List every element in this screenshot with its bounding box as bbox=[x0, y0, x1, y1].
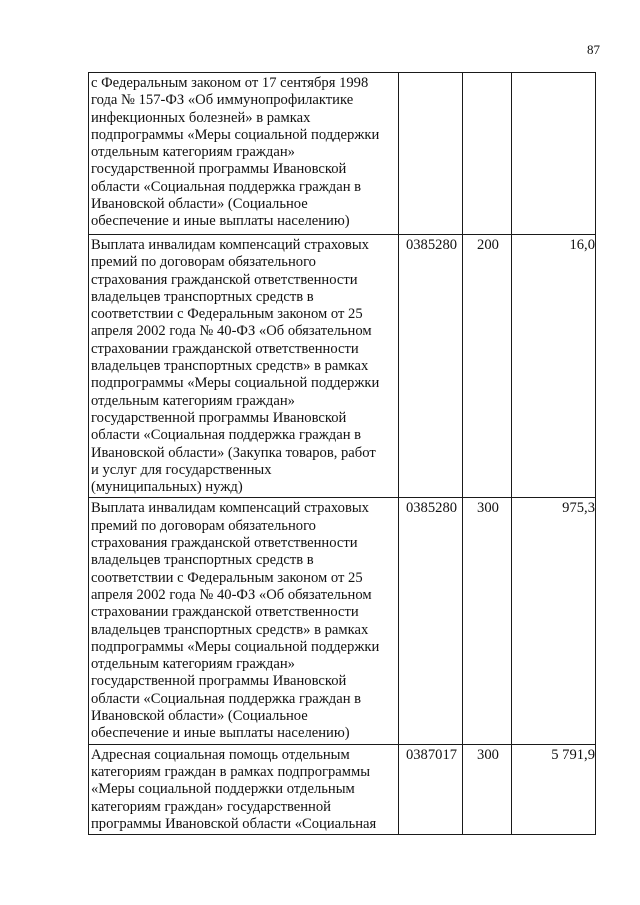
description-line: отдельным категориям граждан» bbox=[91, 144, 295, 161]
description-line: «Меры социальной поддержки отдельным bbox=[91, 781, 355, 798]
description-line: подпрограммы «Меры социальной поддержки bbox=[91, 638, 380, 655]
description-line: страховании гражданской ответственности bbox=[91, 340, 359, 357]
amount-cell bbox=[512, 73, 596, 235]
row-description bbox=[89, 73, 399, 235]
amount-cell: 5 791,9 bbox=[512, 744, 596, 834]
description-line: года № 157-ФЗ «Об иммунопрофилактике bbox=[91, 92, 354, 109]
description-line: программы Ивановской области «Социальная bbox=[91, 815, 377, 832]
description-line: государственной программы Ивановской bbox=[91, 161, 347, 178]
row-description bbox=[89, 744, 399, 834]
description-line: владельцев транспортных средств в bbox=[91, 288, 314, 305]
description-line: категориям граждан в рамках подпрограммы bbox=[91, 763, 371, 780]
table-row bbox=[89, 498, 596, 744]
description-line: отдельным категориям граждан» bbox=[91, 656, 295, 673]
description-line: государственной программы Ивановской bbox=[91, 673, 347, 690]
description-line: апреля 2002 года № 40-ФЗ «Об обязательном bbox=[91, 323, 372, 340]
target-article-code bbox=[399, 73, 463, 235]
description-line: страхования гражданской ответственности bbox=[91, 271, 358, 288]
expense-type-code: 200 bbox=[463, 235, 512, 498]
row-description bbox=[89, 498, 399, 744]
description-line: (муниципальных) нужд) bbox=[91, 479, 243, 496]
description-line: области «Социальная поддержка граждан в bbox=[91, 427, 362, 444]
description-line: Выплата инвалидам компенсаций страховых bbox=[91, 237, 369, 253]
description-line: подпрограммы «Меры социальной поддержки bbox=[91, 126, 380, 143]
description-line: Ивановской области» (Социальное bbox=[91, 708, 308, 725]
description-line: и услуг для государственных bbox=[91, 461, 272, 478]
table-row bbox=[89, 235, 596, 498]
description-line: области «Социальная поддержка граждан в bbox=[91, 178, 362, 195]
description-line: подпрограммы «Меры социальной поддержки bbox=[91, 375, 380, 392]
table-row bbox=[89, 744, 596, 834]
amount-cell: 975,3 bbox=[512, 498, 596, 744]
expense-type-code: 300 bbox=[463, 744, 512, 834]
description-line: области «Социальная поддержка граждан в bbox=[91, 690, 362, 707]
description-line: Адресная социальная помощь отдельным bbox=[91, 746, 350, 763]
description-line: обеспечение и иные выплаты населению) bbox=[91, 725, 350, 742]
description-line: Ивановской области» (Закупка товаров, работ bbox=[91, 444, 376, 461]
description-line: апреля 2002 года № 40-ФЗ «Об обязательном bbox=[91, 586, 372, 603]
target-article-code: 0385280 bbox=[399, 235, 463, 498]
description-line: премий по договорам обязательного bbox=[91, 517, 316, 534]
description-line: инфекционных болезней» в рамках bbox=[91, 109, 311, 126]
description-line: категориям граждан» государственной bbox=[91, 798, 331, 815]
description-line: владельцев транспортных средств» в рамках bbox=[91, 621, 369, 638]
description-line: Ивановской области» (Социальное bbox=[91, 196, 308, 213]
expense-type-code bbox=[463, 73, 512, 235]
description-line: премий по договорам обязательного bbox=[91, 254, 316, 271]
description-line: владельцев транспортных средств в bbox=[91, 552, 314, 569]
row-description bbox=[89, 235, 399, 498]
description-line: страхования гражданской ответственности bbox=[91, 535, 358, 552]
target-article-code: 0387017 bbox=[399, 744, 463, 834]
description-line: отдельным категориям граждан» bbox=[91, 392, 295, 409]
description-line: соответствии с Федеральным законом от 25 bbox=[91, 569, 363, 586]
description-line: Выплата инвалидам компенсаций страховых bbox=[91, 500, 369, 517]
description-line: государственной программы Ивановской bbox=[91, 409, 347, 426]
description-line: с Федеральным законом от 17 сентября 1998 bbox=[91, 75, 369, 91]
description-line: обеспечение и иные выплаты населению) bbox=[91, 213, 350, 230]
description-line: владельцев транспортных средств» в рамках bbox=[91, 358, 369, 375]
expense-type-code: 300 bbox=[463, 498, 512, 744]
target-article-code: 0385280 bbox=[399, 498, 463, 744]
amount-cell: 16,0 bbox=[512, 235, 596, 498]
page-number: 87 bbox=[587, 42, 600, 57]
description-line: страховании гражданской ответственности bbox=[91, 604, 359, 621]
description-line: соответствии с Федеральным законом от 25 bbox=[91, 306, 363, 323]
budget-table bbox=[88, 72, 596, 835]
table-row bbox=[89, 73, 596, 235]
